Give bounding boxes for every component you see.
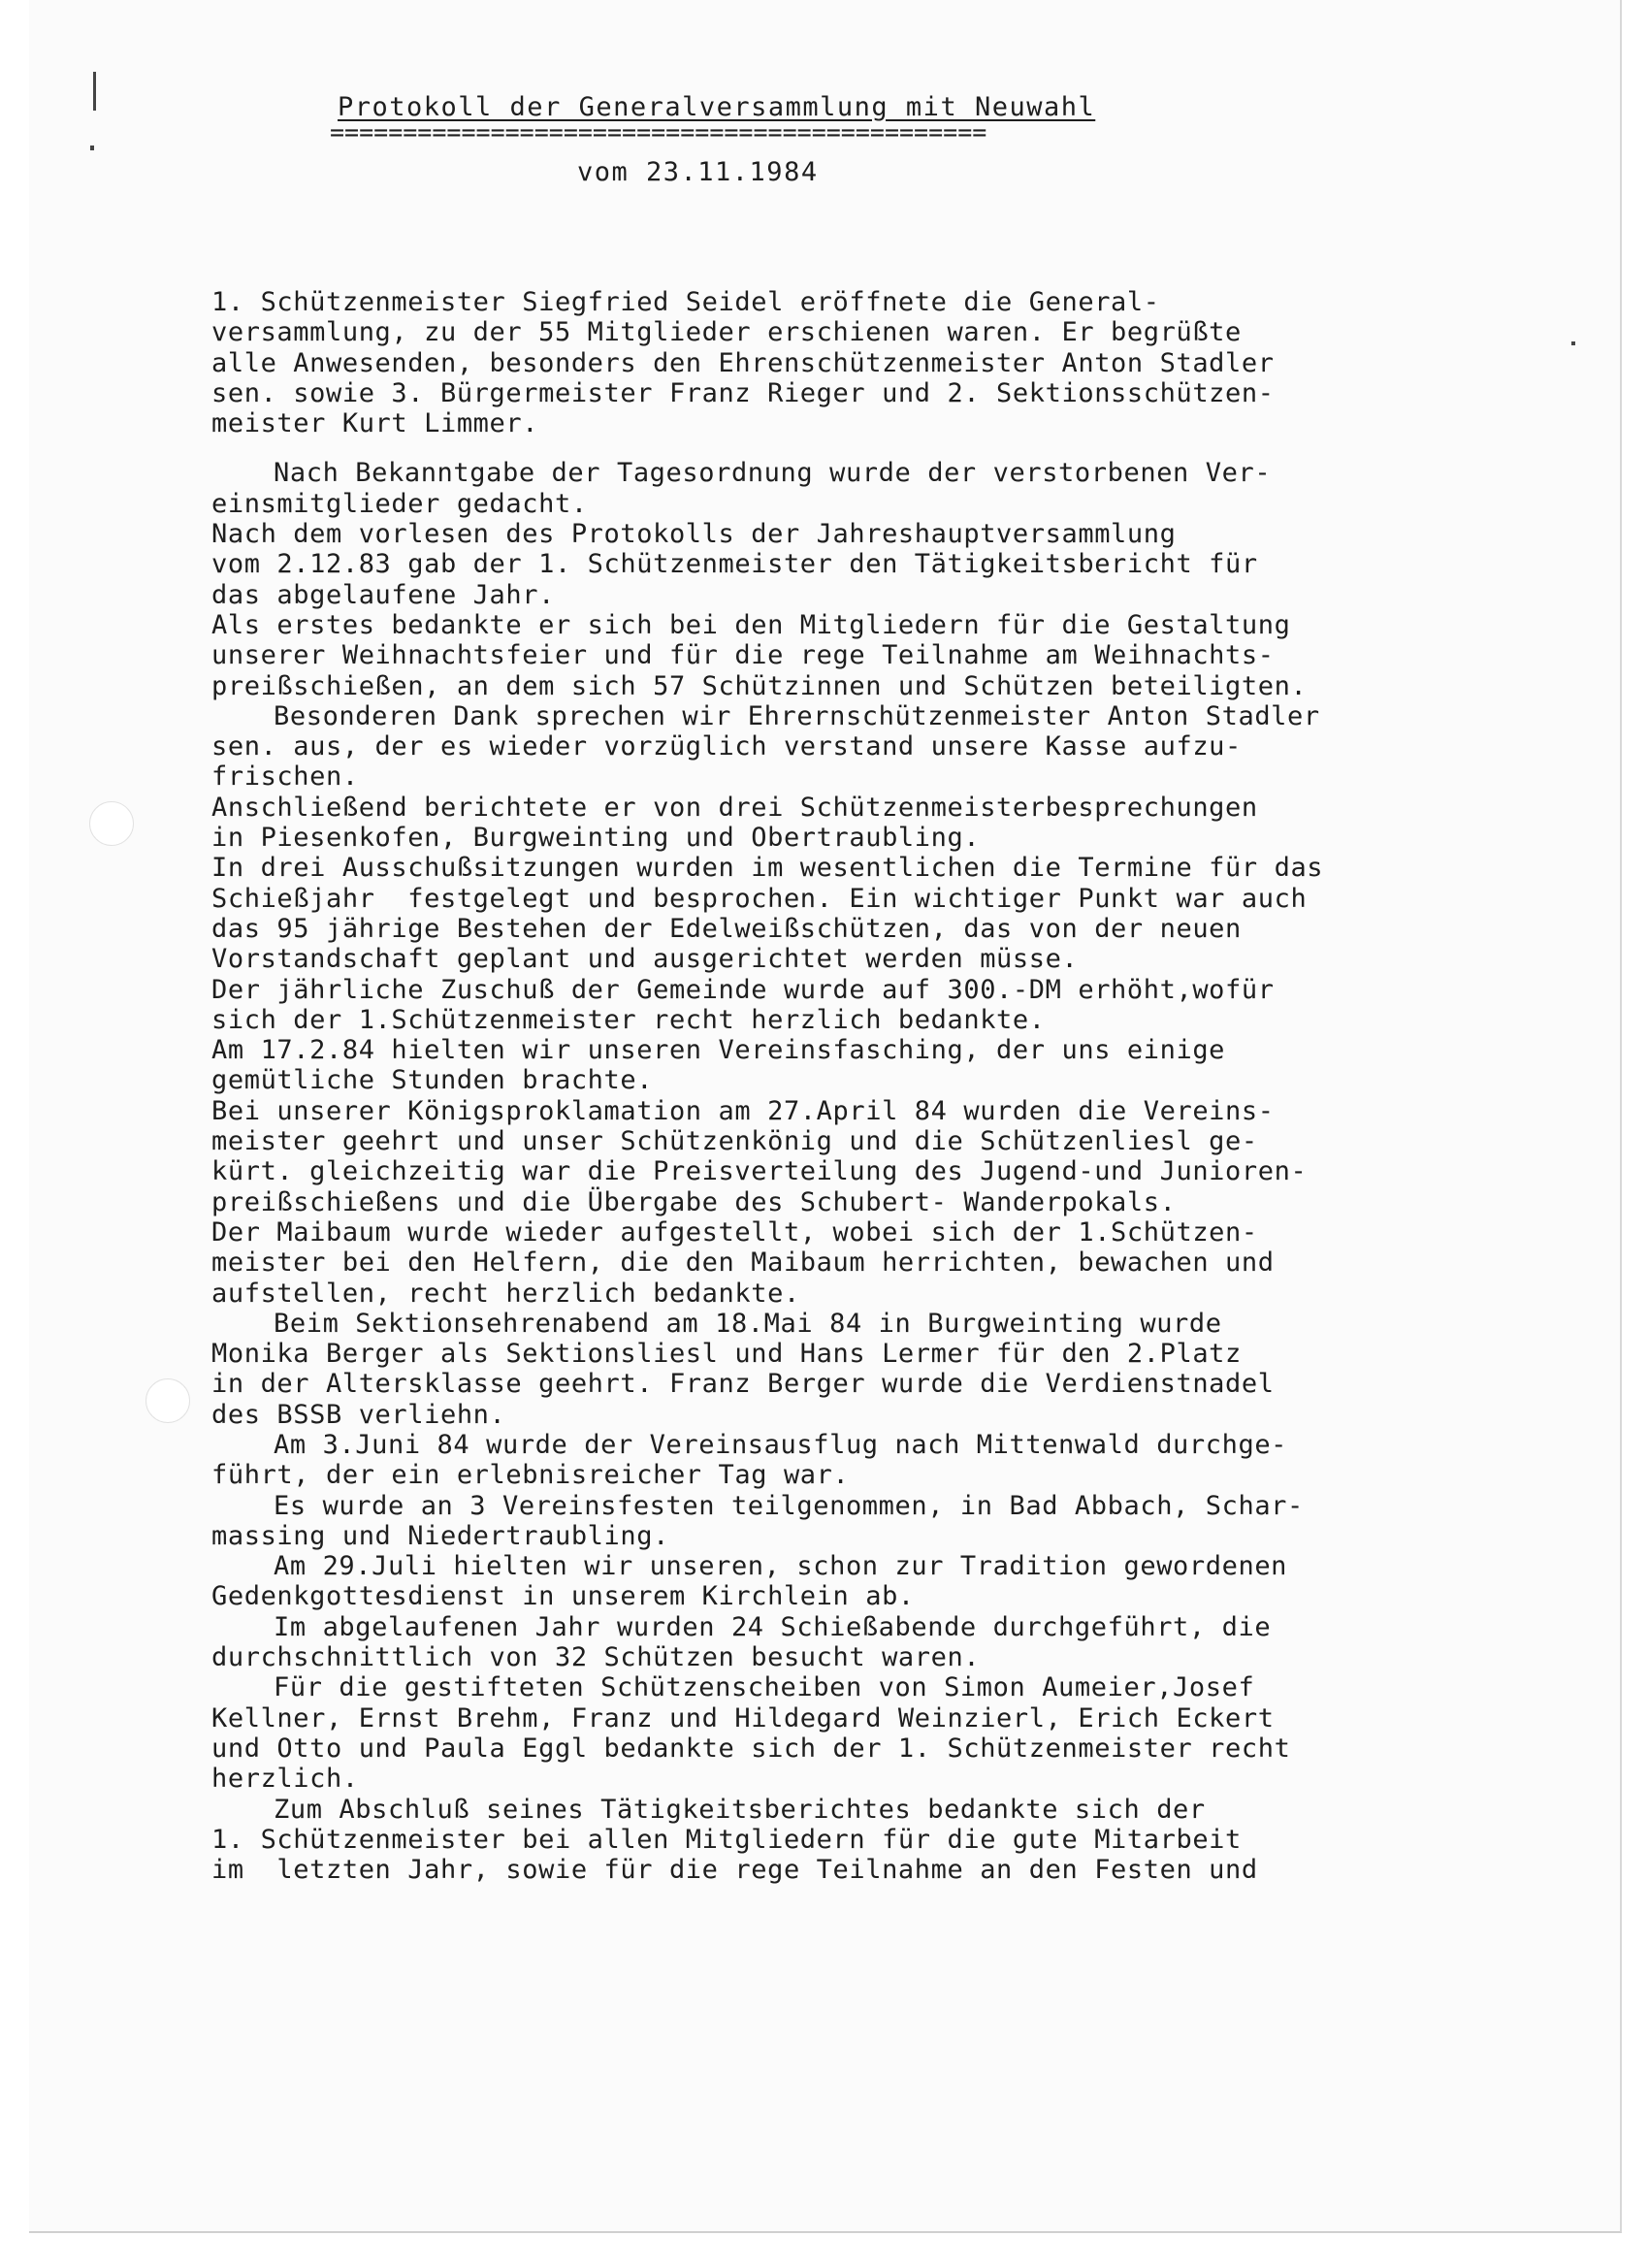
- text-line: Anschließend berichtete er von drei Schützenmeisterbesprechungen: [211, 792, 1258, 823]
- text-line: 1. Schützenmeister Siegfried Seidel eröffnete die General-: [211, 287, 1160, 317]
- text-line: massing und Niedertraubling.: [211, 1520, 669, 1551]
- document-title: Protokoll der Generalversammlung mit Neuwahl: [338, 92, 1096, 122]
- document-date: vom 23.11.1984: [577, 157, 819, 187]
- text-line: Am 29.Juli hielten wir unseren, schon zur Tradition gewordenen: [274, 1551, 1288, 1582]
- text-line: Vorstandschaft geplant und ausgerichtet werden müsse.: [211, 944, 1079, 975]
- text-line: in der Altersklasse geehrt. Franz Berger wurde die Verdienstnadel: [211, 1369, 1275, 1400]
- text-line: sen. aus, der es wieder vorzüglich verstand unsere Kasse aufzu-: [211, 731, 1242, 762]
- margin-mark: [90, 146, 94, 150]
- text-line: Als erstes bedankte er sich bei den Mitgliedern für die Gestaltung: [211, 609, 1291, 640]
- text-line: durchschnittlich von 32 Schützen besucht waren.: [211, 1642, 981, 1673]
- text-line: preißschießens und die Übergabe des Schubert- Wanderpokals.: [211, 1186, 1177, 1217]
- report-paragraph: [211, 458, 1579, 1885]
- text-line: des BSSB verliehn.: [211, 1399, 506, 1430]
- punch-hole-top: [89, 801, 134, 846]
- text-line: Am 17.2.84 hielten wir unseren Vereinsfasching, der uns einige: [211, 1035, 1226, 1066]
- text-line: im letzten Jahr, sowie für die rege Teilnahme an den Festen und: [211, 1855, 1258, 1886]
- text-line: meister bei den Helfern, die den Maibaum herrichten, bewachen und: [211, 1247, 1275, 1279]
- text-line: kürt. gleichzeitig war die Preisverteilung des Jugend-und Junioren-: [211, 1156, 1308, 1187]
- text-line: das 95 jährige Bestehen der Edelweißschützen, das von der neuen: [211, 913, 1242, 944]
- text-line: Am 3.Juni 84 wurde der Vereinsausflug nach Mittenwald durchge-: [274, 1429, 1288, 1460]
- text-line: Kellner, Ernst Brehm, Franz und Hildegard Weinzierl, Erich Eckert: [211, 1702, 1275, 1733]
- text-line: meister Kurt Limmer.: [211, 408, 539, 439]
- text-line: Gedenkgottesdienst in unserem Kirchlein ab.: [211, 1581, 915, 1612]
- text-line: meister geehrt und unser Schützenkönig und die Schützenliesl ge-: [211, 1126, 1258, 1157]
- text-line: sich der 1.Schützenmeister recht herzlich bedankte.: [211, 1004, 1046, 1035]
- title-double-underline: =============================================: [330, 124, 987, 142]
- text-line: Schießjahr festgelegt und besprochen. Ein wichtiger Punkt war auch: [211, 883, 1308, 914]
- text-line: herzlich.: [211, 1764, 359, 1795]
- text-line: alle Anwesenden, besonders den Ehrenschützenmeister Anton Stadler: [211, 347, 1275, 378]
- document-body: [211, 287, 1579, 1904]
- text-line: und Otto und Paula Eggl bedankte sich der 1. Schützenmeister recht: [211, 1733, 1291, 1764]
- text-line: Monika Berger als Sektionsliesl und Hans Lermer für den 2.Platz: [211, 1339, 1242, 1370]
- text-line: Bei unserer Königsproklamation am 27.April 84 wurden die Vereins-: [211, 1095, 1275, 1126]
- text-line: preißschießen, an dem sich 57 Schützinnen und Schützen beteiligten.: [211, 670, 1308, 701]
- text-line: vom 2.12.83 gab der 1. Schützenmeister den Tätigkeitsbericht für: [211, 549, 1258, 580]
- text-line: Nach Bekanntgabe der Tagesordnung wurde der verstorbenen Ver-: [274, 458, 1272, 489]
- text-line: Der jährliche Zuschuß der Gemeinde wurde auf 300.-DM erhöht,wofür: [211, 974, 1275, 1005]
- text-line: einsmitglieder gedacht.: [211, 488, 588, 519]
- text-line: unserer Weihnachtsfeier und für die rege Teilnahme am Weihnachts-: [211, 640, 1275, 671]
- text-line: gemütliche Stunden brachte.: [211, 1065, 654, 1096]
- punch-hole-bottom: [146, 1378, 190, 1423]
- text-line: in Piesenkofen, Burgweinting und Obertraubling.: [211, 823, 981, 854]
- text-line: führt, der ein erlebnisreicher Tag war.: [211, 1460, 850, 1491]
- text-line: Nach dem vorlesen des Protokolls der Jahreshauptversammlung: [211, 519, 1177, 550]
- text-line: Besonderen Dank sprechen wir Ehrernschützenmeister Anton Stadler: [274, 700, 1320, 731]
- text-line: Es wurde an 3 Vereinsfesten teilgenommen, in Bad Abbach, Schar-: [274, 1490, 1304, 1521]
- document-header: [330, 92, 1242, 187]
- text-line: Der Maibaum wurde wieder aufgestellt, wobei sich der 1.Schützen-: [211, 1216, 1258, 1247]
- text-line: sen. sowie 3. Bürgermeister Franz Rieger und 2. Sektionsschützen-: [211, 377, 1275, 408]
- opening-paragraph: [211, 287, 1579, 438]
- text-line: aufstellen, recht herzlich bedankte.: [211, 1278, 800, 1309]
- text-line: versammlung, zu der 55 Mitglieder erschienen waren. Er begrüßte: [211, 317, 1242, 348]
- text-line: Beim Sektionsehrenabend am 18.Mai 84 in Burgweinting wurde: [274, 1308, 1222, 1339]
- text-line: Im abgelaufenen Jahr wurden 24 Schießabende durchgeführt, die: [274, 1611, 1272, 1642]
- margin-mark: [93, 72, 96, 111]
- text-line: 1. Schützenmeister bei allen Mitgliedern für die gute Mitarbeit: [211, 1824, 1242, 1855]
- text-line: frischen.: [211, 761, 359, 793]
- text-line: Für die gestifteten Schützenscheiben von Simon Aumeier,Josef: [274, 1672, 1255, 1703]
- text-line: Zum Abschluß seines Tätigkeitsberichtes bedankte sich der: [274, 1794, 1206, 1825]
- text-line: In drei Ausschußsitzungen wurden im wesentlichen die Termine für das: [211, 853, 1324, 884]
- text-line: das abgelaufene Jahr.: [211, 579, 555, 610]
